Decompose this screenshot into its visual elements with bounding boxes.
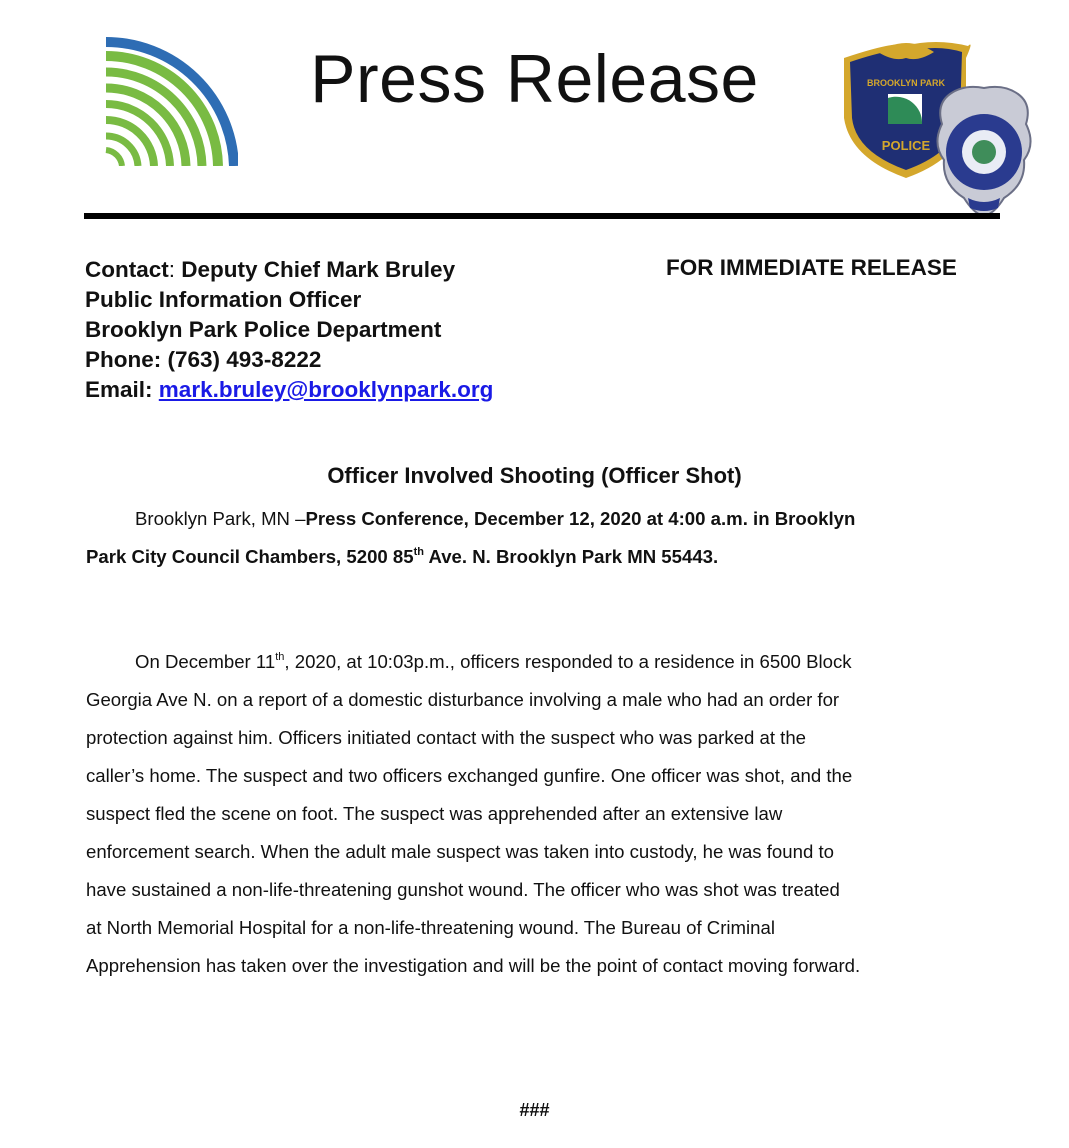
contact-title: Public Information Officer xyxy=(85,287,362,312)
body-line: On December 11th, 2020, at 10:03p.m., officers responded to a residence in 6500 Block xyxy=(135,650,852,672)
dateline-place: Brooklyn Park, MN – xyxy=(135,508,306,529)
email-link[interactable]: mark.bruley@brooklynpark.org xyxy=(158,377,494,402)
police-badges-logo xyxy=(838,38,1034,216)
release-label: FOR IMMEDIATE RELEASE xyxy=(666,255,957,280)
header-divider xyxy=(84,213,1000,219)
body-line: protection against him. Officers initiated contact with the suspect who was parked at the xyxy=(86,727,807,748)
dateline-paragraph xyxy=(86,500,1016,576)
contact-name: Deputy Chief Mark Bruley xyxy=(181,257,456,282)
contact-block xyxy=(85,255,493,405)
contact-name-line: Contact: Deputy Chief Mark Bruley xyxy=(85,257,456,282)
dateline-sup: th xyxy=(413,545,424,558)
dateline-event-2b: Ave. N. Brooklyn Park MN 55443. xyxy=(424,546,719,567)
police-badge-icon xyxy=(937,87,1030,216)
end-mark: ### xyxy=(519,1100,550,1120)
body-line: enforcement search. When the adult male suspect was taken into custody, he was found to xyxy=(86,841,834,862)
contact-department: Brooklyn Park Police Department xyxy=(85,317,442,342)
dateline-event-1: Press Conference, December 12, 2020 at 4:00 a.m. in Brooklyn xyxy=(305,508,856,529)
svg-text:BROOKLYN PARK: BROOKLYN PARK xyxy=(866,78,946,88)
contact-email-line xyxy=(85,375,493,405)
email-label: Email: xyxy=(85,377,153,402)
body-line: have sustained a non-life-threatening gunshot wound. The officer who was shot was treated xyxy=(86,879,840,900)
headline: Officer Involved Shooting (Officer Shot) xyxy=(327,463,742,488)
body-line: Georgia Ave N. on a report of a domestic disturbance involving a male who had an order for xyxy=(86,689,840,710)
svg-text:POLICE: POLICE xyxy=(881,138,931,153)
dateline-event-2a: Park City Council Chambers, 5200 85 xyxy=(86,546,414,567)
body-paragraph xyxy=(86,643,1016,985)
body-line: at North Memorial Hospital for a non-life-threatening wound. The Bureau of Criminal xyxy=(86,917,775,938)
contact-phone: Phone: (763) 493-8222 xyxy=(85,347,322,372)
body-line: suspect fled the scene on foot. The suspect was apprehended after an extensive law xyxy=(86,803,783,824)
body-line: Apprehension has taken over the investigation and will be the point of contact moving forward. xyxy=(86,955,861,976)
contact-label: Contact xyxy=(85,257,169,282)
body-line: caller’s home. The suspect and two officers exchanged gunfire. One officer was shot, and the xyxy=(86,765,853,786)
page-title: Press Release xyxy=(310,41,759,117)
